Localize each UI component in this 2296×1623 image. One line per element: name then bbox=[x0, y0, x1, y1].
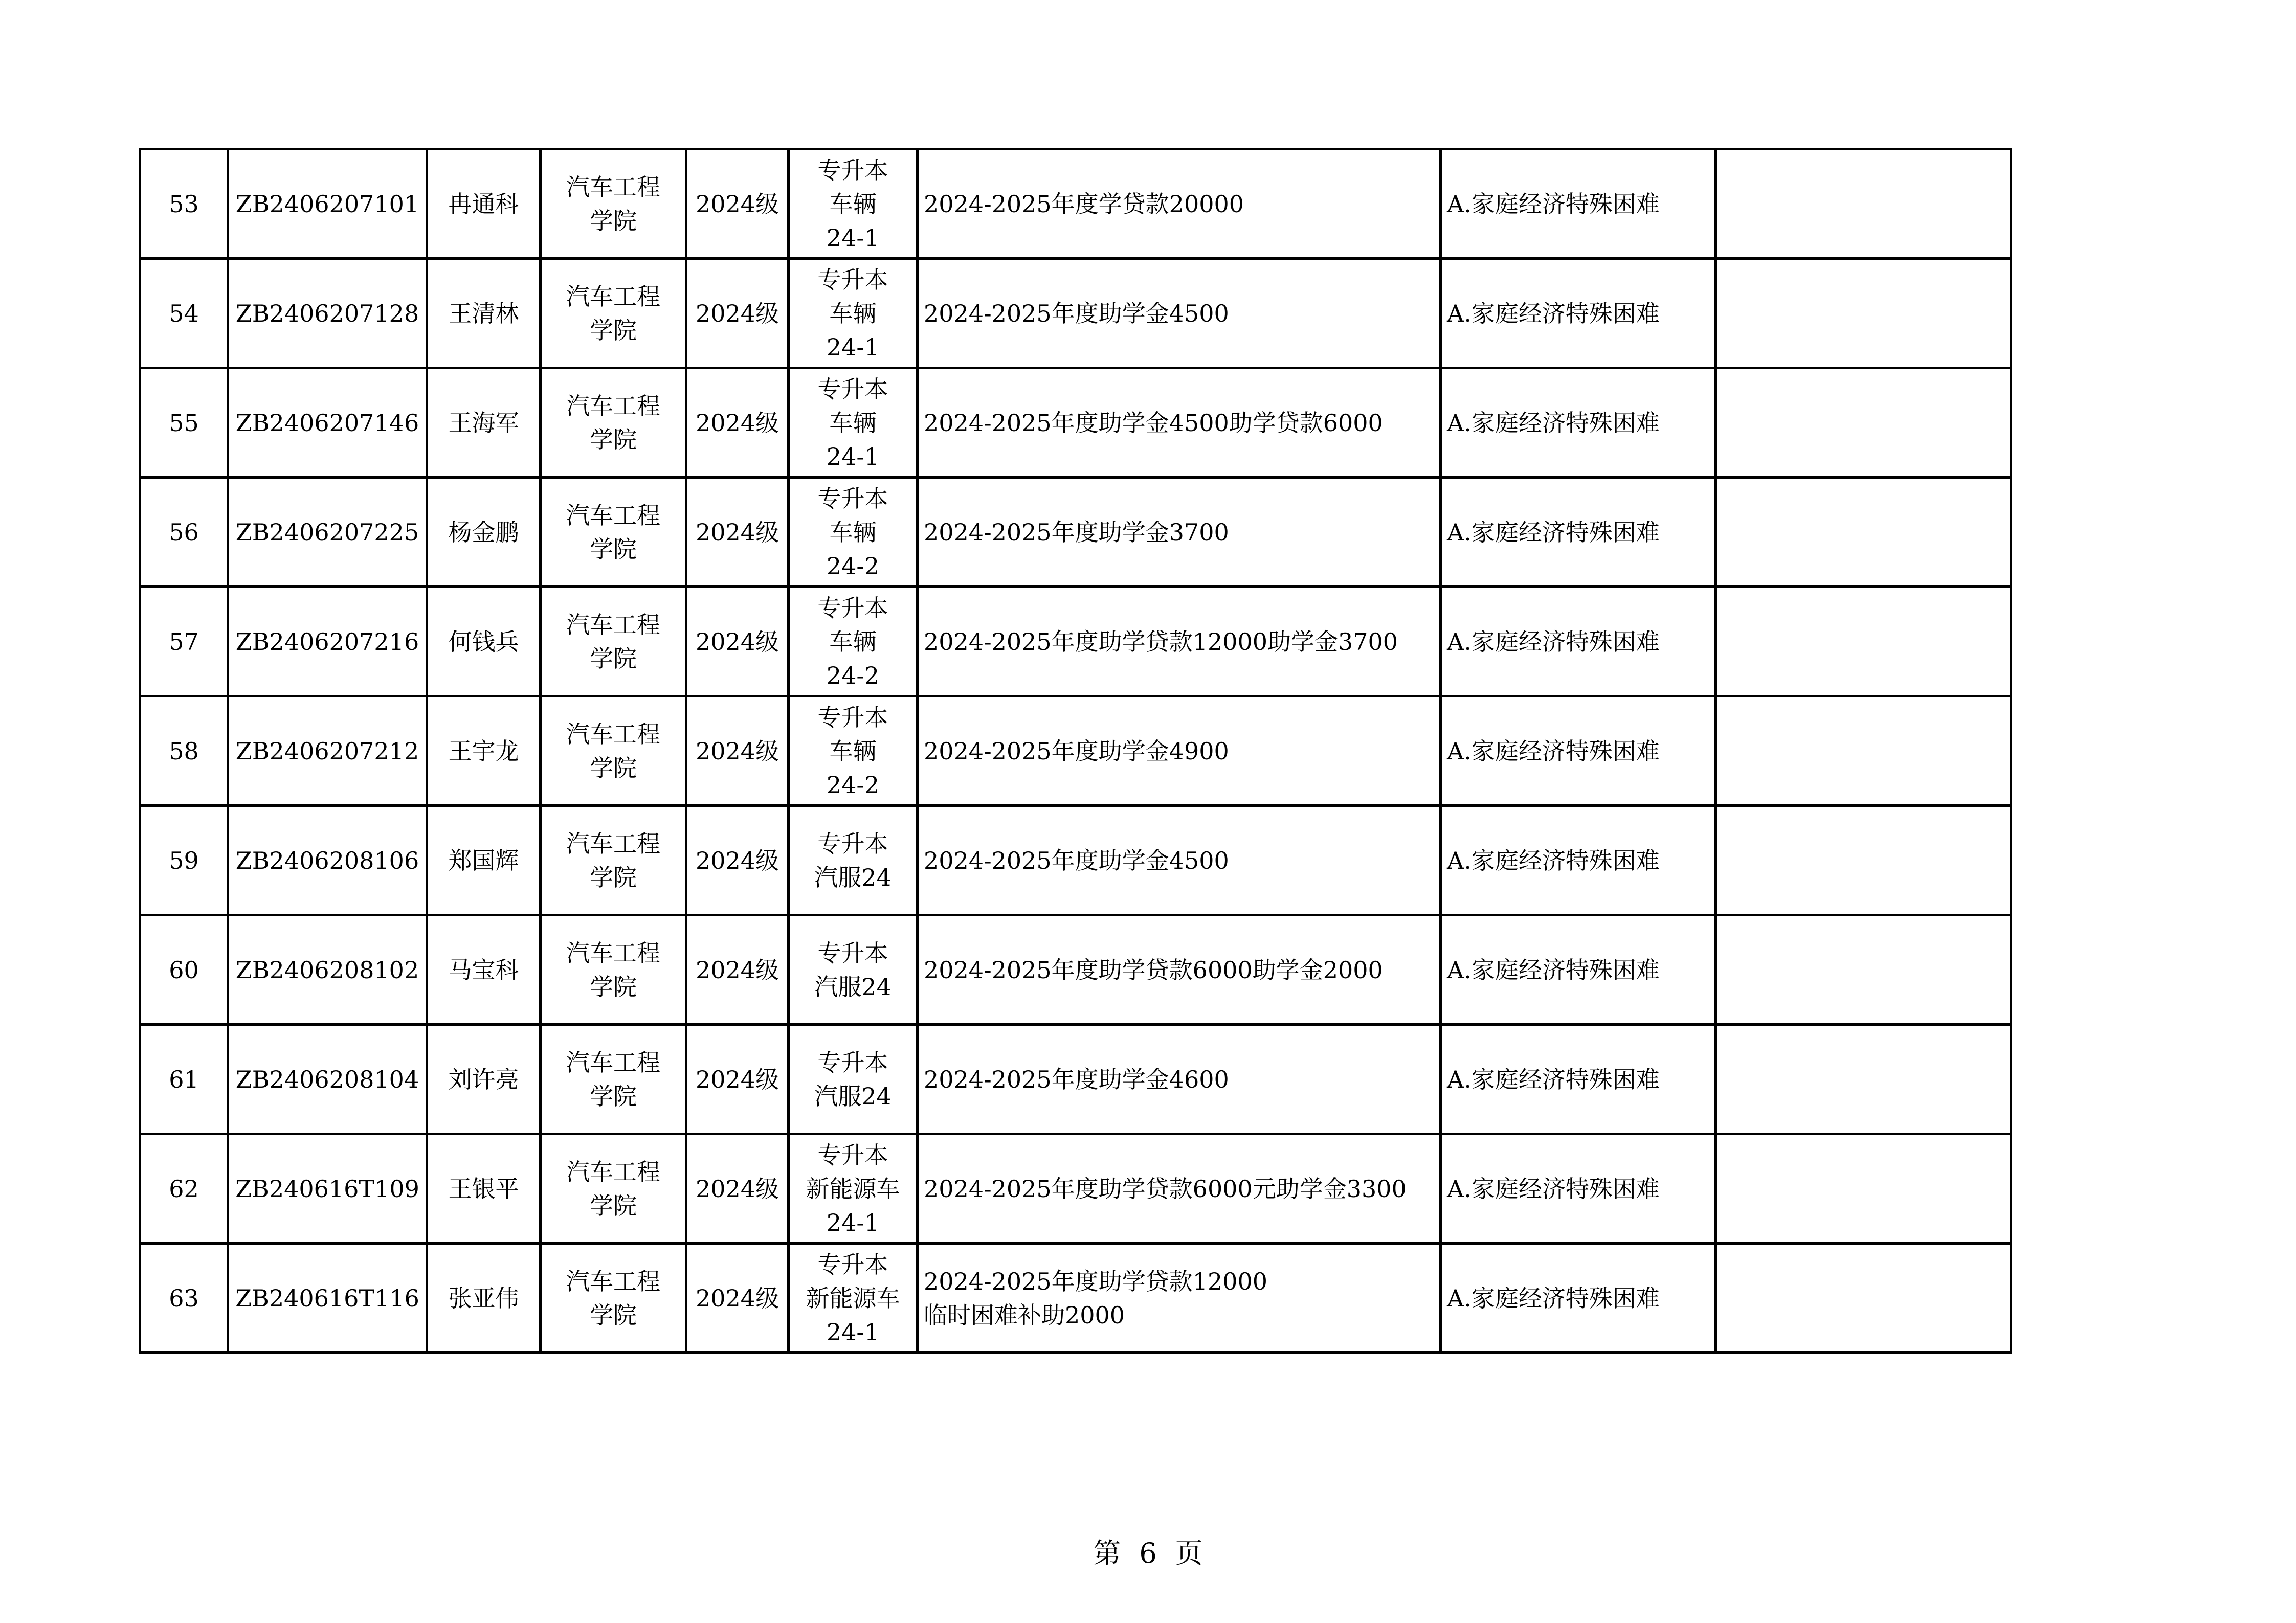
cell-aid-line: 2024-2025年度学贷款20000 bbox=[924, 190, 1244, 218]
cell-college-line: 学院 bbox=[590, 754, 637, 782]
cell-college-line: 汽车工程 bbox=[566, 173, 660, 201]
cell-name: 王银平 bbox=[427, 1134, 541, 1244]
cell-note bbox=[1715, 368, 2011, 478]
cell-class-line: 车辆 bbox=[829, 737, 877, 765]
cell-aid-line: 2024-2025年度助学贷款12000 bbox=[924, 1267, 1268, 1295]
cell-class-line: 新能源车 bbox=[806, 1175, 900, 1203]
cell-name: 张亚伟 bbox=[427, 1244, 541, 1353]
cell-aid-line: 2024-2025年度助学贷款6000助学金2000 bbox=[924, 956, 1383, 984]
cell-class bbox=[789, 1244, 918, 1353]
cell-category: A.家庭经济特殊困难 bbox=[1441, 1134, 1715, 1244]
cell-college bbox=[541, 696, 686, 806]
cell-class bbox=[789, 1134, 918, 1244]
cell-aid bbox=[918, 806, 1441, 915]
cell-aid-line: 2024-2025年度助学金4500助学贷款6000 bbox=[924, 409, 1383, 437]
cell-grade: 2024级 bbox=[686, 587, 789, 696]
cell-college-line: 学院 bbox=[590, 425, 637, 454]
cell-college-line: 汽车工程 bbox=[566, 1267, 660, 1295]
cell-college-line: 学院 bbox=[590, 973, 637, 1001]
page-footer bbox=[0, 1531, 2296, 1571]
cell-aid bbox=[918, 915, 1441, 1025]
cell-number: 55 bbox=[140, 368, 228, 478]
cell-class-line: 车辆 bbox=[829, 190, 877, 218]
cell-aid-line: 2024-2025年度助学贷款12000助学金3700 bbox=[924, 627, 1398, 656]
cell-college-line: 汽车工程 bbox=[566, 501, 660, 529]
cell-student-id: ZB240616T109 bbox=[228, 1134, 427, 1244]
cell-class-line: 新能源车 bbox=[806, 1284, 900, 1312]
cell-class bbox=[789, 259, 918, 368]
cell-college-line: 汽车工程 bbox=[566, 829, 660, 858]
cell-note bbox=[1715, 587, 2011, 696]
cell-category: A.家庭经济特殊困难 bbox=[1441, 1244, 1715, 1353]
cell-grade: 2024级 bbox=[686, 915, 789, 1025]
cell-category: A.家庭经济特殊困难 bbox=[1441, 149, 1715, 259]
cell-note bbox=[1715, 696, 2011, 806]
cell-category: A.家庭经济特殊困难 bbox=[1441, 1025, 1715, 1134]
cell-number: 57 bbox=[140, 587, 228, 696]
cell-aid bbox=[918, 368, 1441, 478]
cell-college-line: 学院 bbox=[590, 644, 637, 672]
cell-college-line: 学院 bbox=[590, 1082, 637, 1110]
cell-class-line: 汽服24 bbox=[814, 863, 891, 891]
cell-college bbox=[541, 149, 686, 259]
cell-college-line: 学院 bbox=[590, 316, 637, 344]
cell-student-id: ZB2406208104 bbox=[228, 1025, 427, 1134]
cell-note bbox=[1715, 806, 2011, 915]
cell-note bbox=[1715, 1134, 2011, 1244]
table-row bbox=[140, 478, 2011, 587]
cell-aid-line: 临时困难补助2000 bbox=[924, 1301, 1125, 1329]
cell-class-line: 专升本 bbox=[817, 594, 888, 622]
cell-class-line: 24-1 bbox=[826, 1208, 880, 1236]
cell-class-line: 专升本 bbox=[817, 375, 888, 403]
cell-college-line: 学院 bbox=[590, 863, 637, 891]
cell-student-id: ZB2406207101 bbox=[228, 149, 427, 259]
cell-category: A.家庭经济特殊困难 bbox=[1441, 259, 1715, 368]
cell-college-line: 汽车工程 bbox=[566, 1158, 660, 1186]
cell-number: 60 bbox=[140, 915, 228, 1025]
cell-class bbox=[789, 368, 918, 478]
table-row bbox=[140, 259, 2011, 368]
cell-name: 何钱兵 bbox=[427, 587, 541, 696]
cell-student-id: ZB2406207216 bbox=[228, 587, 427, 696]
table-row bbox=[140, 587, 2011, 696]
cell-class bbox=[789, 149, 918, 259]
cell-college bbox=[541, 806, 686, 915]
cell-class-line: 汽服24 bbox=[814, 1082, 891, 1110]
cell-number: 56 bbox=[140, 478, 228, 587]
cell-grade: 2024级 bbox=[686, 478, 789, 587]
table-row bbox=[140, 1244, 2011, 1353]
cell-class bbox=[789, 696, 918, 806]
cell-class bbox=[789, 915, 918, 1025]
cell-category: A.家庭经济特殊困难 bbox=[1441, 478, 1715, 587]
cell-college bbox=[541, 1025, 686, 1134]
cell-class-line: 车辆 bbox=[829, 627, 877, 656]
cell-aid bbox=[918, 1025, 1441, 1134]
cell-aid bbox=[918, 1244, 1441, 1353]
cell-college-line: 汽车工程 bbox=[566, 720, 660, 748]
cell-college-line: 学院 bbox=[590, 1301, 637, 1329]
cell-student-id: ZB2406207146 bbox=[228, 368, 427, 478]
cell-college-line: 汽车工程 bbox=[566, 611, 660, 639]
cell-grade: 2024级 bbox=[686, 368, 789, 478]
cell-aid-line: 2024-2025年度助学金4500 bbox=[924, 846, 1229, 874]
cell-college bbox=[541, 259, 686, 368]
cell-student-id: ZB2406208106 bbox=[228, 806, 427, 915]
cell-aid bbox=[918, 1134, 1441, 1244]
table-row bbox=[140, 1134, 2011, 1244]
student-aid-table bbox=[139, 148, 2012, 1354]
cell-class-line: 专升本 bbox=[817, 703, 888, 731]
cell-grade: 2024级 bbox=[686, 1244, 789, 1353]
cell-aid-line: 2024-2025年度助学金3700 bbox=[924, 518, 1229, 546]
cell-name: 王宇龙 bbox=[427, 696, 541, 806]
cell-class bbox=[789, 806, 918, 915]
cell-class-line: 24-1 bbox=[826, 442, 880, 470]
cell-student-id: ZB2406207212 bbox=[228, 696, 427, 806]
cell-class-line: 24-1 bbox=[826, 223, 880, 252]
cell-aid bbox=[918, 478, 1441, 587]
cell-class-line: 车辆 bbox=[829, 299, 877, 327]
cell-note bbox=[1715, 915, 2011, 1025]
cell-note bbox=[1715, 259, 2011, 368]
cell-college-line: 汽车工程 bbox=[566, 282, 660, 310]
cell-class-line: 专升本 bbox=[817, 156, 888, 184]
cell-student-id: ZB2406207128 bbox=[228, 259, 427, 368]
cell-aid bbox=[918, 696, 1441, 806]
cell-note bbox=[1715, 149, 2011, 259]
cell-aid-line: 2024-2025年度助学金4900 bbox=[924, 737, 1229, 765]
table-row bbox=[140, 915, 2011, 1025]
cell-class bbox=[789, 587, 918, 696]
table-row bbox=[140, 806, 2011, 915]
cell-note bbox=[1715, 478, 2011, 587]
cell-aid-line: 2024-2025年度助学金4600 bbox=[924, 1065, 1229, 1093]
table-row bbox=[140, 149, 2011, 259]
cell-number: 58 bbox=[140, 696, 228, 806]
page-number: 6 bbox=[1139, 1537, 1157, 1569]
cell-number: 62 bbox=[140, 1134, 228, 1244]
cell-college bbox=[541, 915, 686, 1025]
cell-grade: 2024级 bbox=[686, 149, 789, 259]
cell-grade: 2024级 bbox=[686, 1025, 789, 1134]
cell-name: 郑国辉 bbox=[427, 806, 541, 915]
cell-class-line: 24-1 bbox=[826, 333, 880, 361]
cell-class-line: 24-1 bbox=[826, 1318, 880, 1346]
cell-grade: 2024级 bbox=[686, 1134, 789, 1244]
cell-name: 王清林 bbox=[427, 259, 541, 368]
cell-number: 59 bbox=[140, 806, 228, 915]
cell-number: 53 bbox=[140, 149, 228, 259]
cell-aid-line: 2024-2025年度助学贷款6000元助学金3300 bbox=[924, 1175, 1407, 1203]
cell-class-line: 24-2 bbox=[826, 552, 880, 580]
cell-student-id: ZB2406208102 bbox=[228, 915, 427, 1025]
cell-class-line: 专升本 bbox=[817, 939, 888, 967]
cell-class bbox=[789, 478, 918, 587]
cell-college-line: 汽车工程 bbox=[566, 392, 660, 420]
cell-class-line: 专升本 bbox=[817, 1250, 888, 1278]
cell-college-line: 学院 bbox=[590, 1191, 637, 1220]
cell-college bbox=[541, 1134, 686, 1244]
cell-class-line: 汽服24 bbox=[814, 973, 891, 1001]
cell-college bbox=[541, 368, 686, 478]
cell-class-line: 专升本 bbox=[817, 1048, 888, 1076]
cell-category: A.家庭经济特殊困难 bbox=[1441, 368, 1715, 478]
cell-class-line: 车辆 bbox=[829, 409, 877, 437]
cell-grade: 2024级 bbox=[686, 259, 789, 368]
cell-college bbox=[541, 478, 686, 587]
cell-number: 63 bbox=[140, 1244, 228, 1353]
cell-number: 54 bbox=[140, 259, 228, 368]
table-row bbox=[140, 1025, 2011, 1134]
cell-aid-line: 2024-2025年度助学金4500 bbox=[924, 299, 1229, 327]
cell-college-line: 汽车工程 bbox=[566, 939, 660, 967]
table-row bbox=[140, 368, 2011, 478]
cell-class-line: 车辆 bbox=[829, 518, 877, 546]
cell-class-line: 专升本 bbox=[817, 829, 888, 858]
cell-category: A.家庭经济特殊困难 bbox=[1441, 806, 1715, 915]
cell-category: A.家庭经济特殊困难 bbox=[1441, 587, 1715, 696]
cell-name: 王海军 bbox=[427, 368, 541, 478]
cell-category: A.家庭经济特殊困难 bbox=[1441, 915, 1715, 1025]
cell-college-line: 汽车工程 bbox=[566, 1048, 660, 1076]
cell-name: 杨金鹏 bbox=[427, 478, 541, 587]
cell-name: 刘许亮 bbox=[427, 1025, 541, 1134]
cell-college bbox=[541, 587, 686, 696]
cell-aid bbox=[918, 259, 1441, 368]
footer-prefix: 第 bbox=[1093, 1537, 1121, 1569]
cell-category: A.家庭经济特殊困难 bbox=[1441, 696, 1715, 806]
cell-class-line: 24-2 bbox=[826, 661, 880, 689]
cell-aid bbox=[918, 587, 1441, 696]
cell-class-line: 专升本 bbox=[817, 265, 888, 294]
cell-note bbox=[1715, 1025, 2011, 1134]
cell-note bbox=[1715, 1244, 2011, 1353]
cell-college bbox=[541, 1244, 686, 1353]
cell-student-id: ZB2406207225 bbox=[228, 478, 427, 587]
cell-name: 马宝科 bbox=[427, 915, 541, 1025]
cell-college-line: 学院 bbox=[590, 535, 637, 563]
cell-class-line: 专升本 bbox=[817, 484, 888, 512]
cell-number: 61 bbox=[140, 1025, 228, 1134]
cell-grade: 2024级 bbox=[686, 696, 789, 806]
cell-college-line: 学院 bbox=[590, 207, 637, 235]
footer-suffix: 页 bbox=[1175, 1537, 1203, 1569]
cell-grade: 2024级 bbox=[686, 806, 789, 915]
cell-name: 冉通科 bbox=[427, 149, 541, 259]
cell-class-line: 专升本 bbox=[817, 1141, 888, 1169]
cell-aid bbox=[918, 149, 1441, 259]
table-row bbox=[140, 696, 2011, 806]
cell-class bbox=[789, 1025, 918, 1134]
cell-student-id: ZB240616T116 bbox=[228, 1244, 427, 1353]
cell-class-line: 24-2 bbox=[826, 771, 880, 799]
